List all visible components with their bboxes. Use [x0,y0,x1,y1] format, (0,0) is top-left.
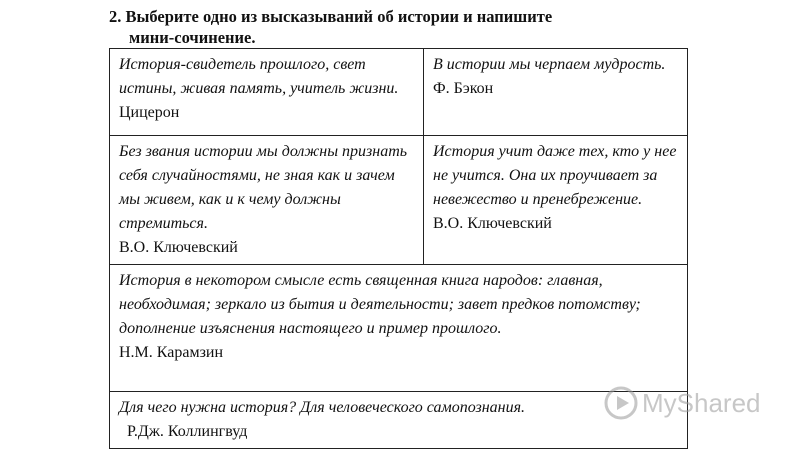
quote-cell-bacon [424,49,688,136]
quotes-table [109,48,688,449]
quote-text: История учит даже тех, кто у нее не учится. Она их проучивает за невежество и пренебрежение. [433,143,677,208]
quote-author: В.О. Ключевский [119,239,238,256]
task-title-line2: мини-сочинение. [129,28,256,47]
quote-cell-collingwood [110,392,688,449]
quote-text: Для чего нужна история? Для человеческого самопознания. [119,399,526,416]
quote-cell-klyuchevsky-1 [110,136,424,265]
quote-text: Без звания истории мы должны признать себя случайностями, не зная как и зачем мы живем, как и к чему должны стремиться. [119,143,408,232]
quote-cell-klyuchevsky-2 [424,136,688,265]
table-row [110,265,688,392]
quote-text: История-свидетель прошлого, свет истины, живая память, учитель жизни. [119,56,399,97]
table-row [110,392,688,449]
quote-cell-cicero [110,49,424,136]
table-row [110,49,688,136]
quote-author: Н.М. Карамзин [119,344,224,361]
quote-text: История в некотором смысле есть священная книга народов: главная, необходимая; зеркало из бытия и деятельности; завет предков потомству; дополнение изъяснения настоящего и пример прошлого. [119,272,641,337]
quote-author: В.О. Ключевский [433,215,552,232]
task-title [109,6,709,48]
quote-author: Цицерон [119,104,180,121]
quote-author: Ф. Бэкон [433,80,494,97]
quote-author: Р.Дж. Коллингвуд [127,423,248,440]
quote-cell-karamzin [110,265,688,392]
table-row [110,136,688,265]
task-title-line1: 2. Выберите одно из высказываний об истории и напишите [109,7,553,26]
quote-text: В истории мы черпаем мудрость. [433,56,666,73]
watermark-text: MyShared [642,387,761,418]
